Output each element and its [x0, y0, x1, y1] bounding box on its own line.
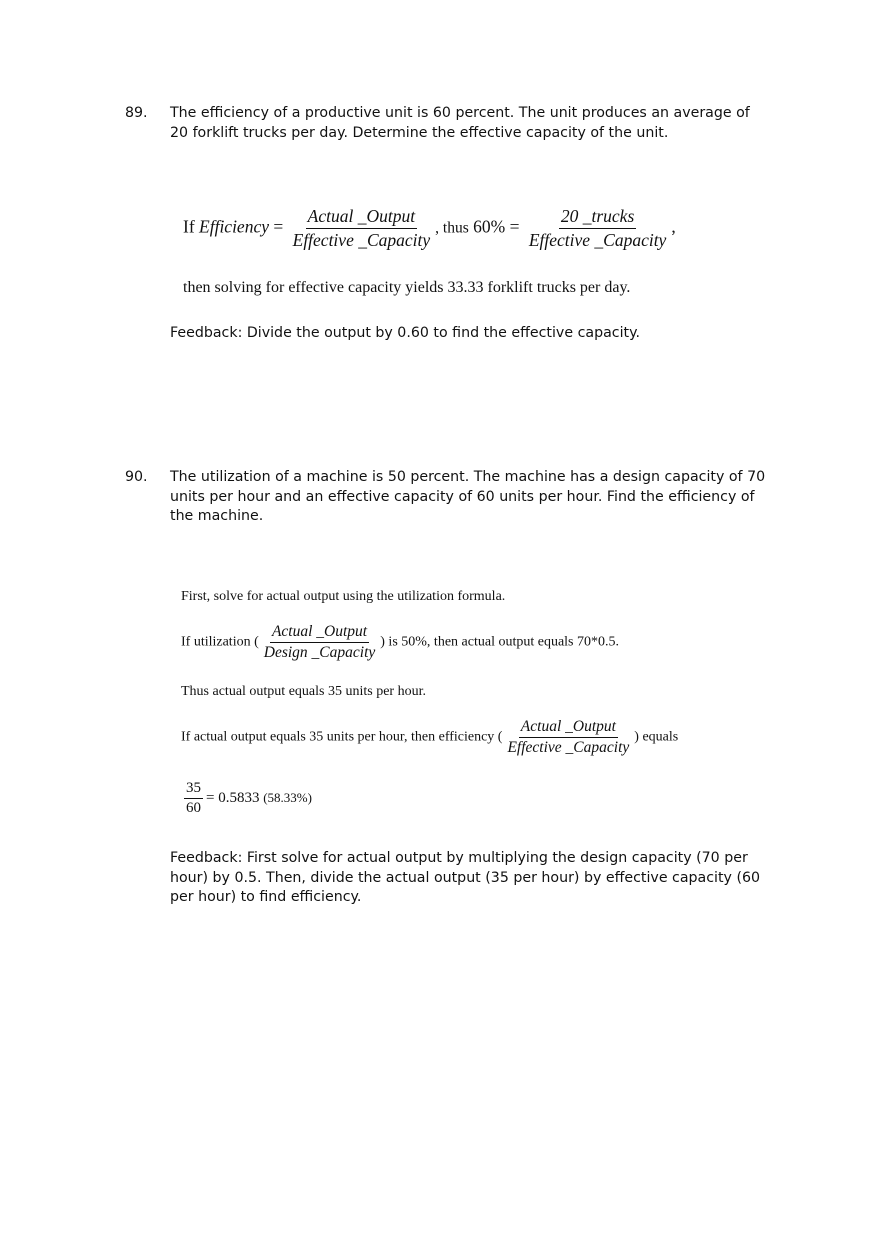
formula-lhs: Efficiency — [199, 216, 269, 237]
question-text-line: the machine. — [170, 508, 264, 524]
step-prefix: If actual output equals 35 units per hour, then efficiency ( — [181, 729, 503, 745]
solution-step-1: First, solve for actual output using the utilization formula. — [181, 589, 506, 604]
result-percent: (58.33%) — [263, 789, 312, 805]
solution-result — [181, 780, 312, 817]
formula-fraction — [262, 623, 378, 662]
question-text — [170, 104, 790, 143]
solution-step-2 — [181, 623, 619, 662]
formula-eq2: = — [509, 216, 520, 237]
formula-trailing: , — [671, 216, 676, 237]
solution-conclusion: then solving for effective capacity yields 33.33 forklift trucks per day. — [183, 279, 631, 296]
solution-formula — [183, 206, 676, 251]
formula-fraction — [527, 206, 669, 251]
fraction-numerator: 35 — [184, 780, 203, 799]
question-text-line: 20 forklift trucks per day. Determine the effective capacity of the unit. — [170, 124, 669, 141]
formula-percent: 60% — [473, 216, 506, 237]
solution-step-3: Thus actual output equals 35 units per hour. — [181, 684, 426, 699]
formula-thus: , thus — [435, 219, 469, 237]
fraction-denominator: Effective _Capacity — [507, 739, 630, 756]
formula-fraction — [291, 206, 433, 251]
solution-step-4 — [181, 718, 678, 757]
step-prefix: If utilization ( — [181, 634, 259, 650]
fraction-denominator: Effective _Capacity — [528, 230, 667, 250]
result-value: = 0.5833 — [206, 789, 260, 806]
step-suffix: ) is 50%, then actual output equals 70*0.5. — [380, 634, 619, 650]
result-fraction — [184, 780, 203, 817]
question-text-line: units per hour and an effective capacity of 60 units per hour. Find the efficiency of — [170, 488, 755, 505]
question-text — [170, 468, 790, 527]
question-number: 90. — [125, 469, 148, 485]
feedback-line: Feedback: First solve for actual output by multiplying the design capacity (70 per — [170, 850, 748, 866]
formula-eq: = — [273, 216, 284, 237]
fraction-denominator: Effective _Capacity — [292, 230, 431, 250]
feedback — [170, 849, 790, 908]
question-text-line: The utilization of a machine is 50 percent. The machine has a design capacity of 70 — [170, 469, 766, 485]
question-number: 89. — [125, 105, 148, 121]
fraction-numerator: Actual _Output — [519, 718, 618, 738]
formula-if: If — [183, 216, 195, 237]
feedback: Feedback: Divide the output by 0.60 to find the effective capacity. — [170, 325, 640, 341]
fraction-numerator: Actual _Output — [306, 206, 417, 229]
feedback-line: per hour) to find efficiency. — [170, 889, 362, 905]
fraction-numerator: Actual _Output — [270, 623, 369, 643]
formula-fraction — [505, 718, 631, 757]
question-text-line: The efficiency of a productive unit is 60 percent. The unit produces an average of — [170, 105, 750, 121]
fraction-numerator: 20 _trucks — [559, 206, 636, 229]
fraction-denominator: Design _Capacity — [263, 644, 376, 661]
fraction-denominator: 60 — [186, 800, 201, 816]
step-suffix: ) equals — [634, 729, 679, 745]
feedback-line: hour) by 0.5. Then, divide the actual output (35 per hour) by effective capacity (60 — [170, 869, 761, 886]
